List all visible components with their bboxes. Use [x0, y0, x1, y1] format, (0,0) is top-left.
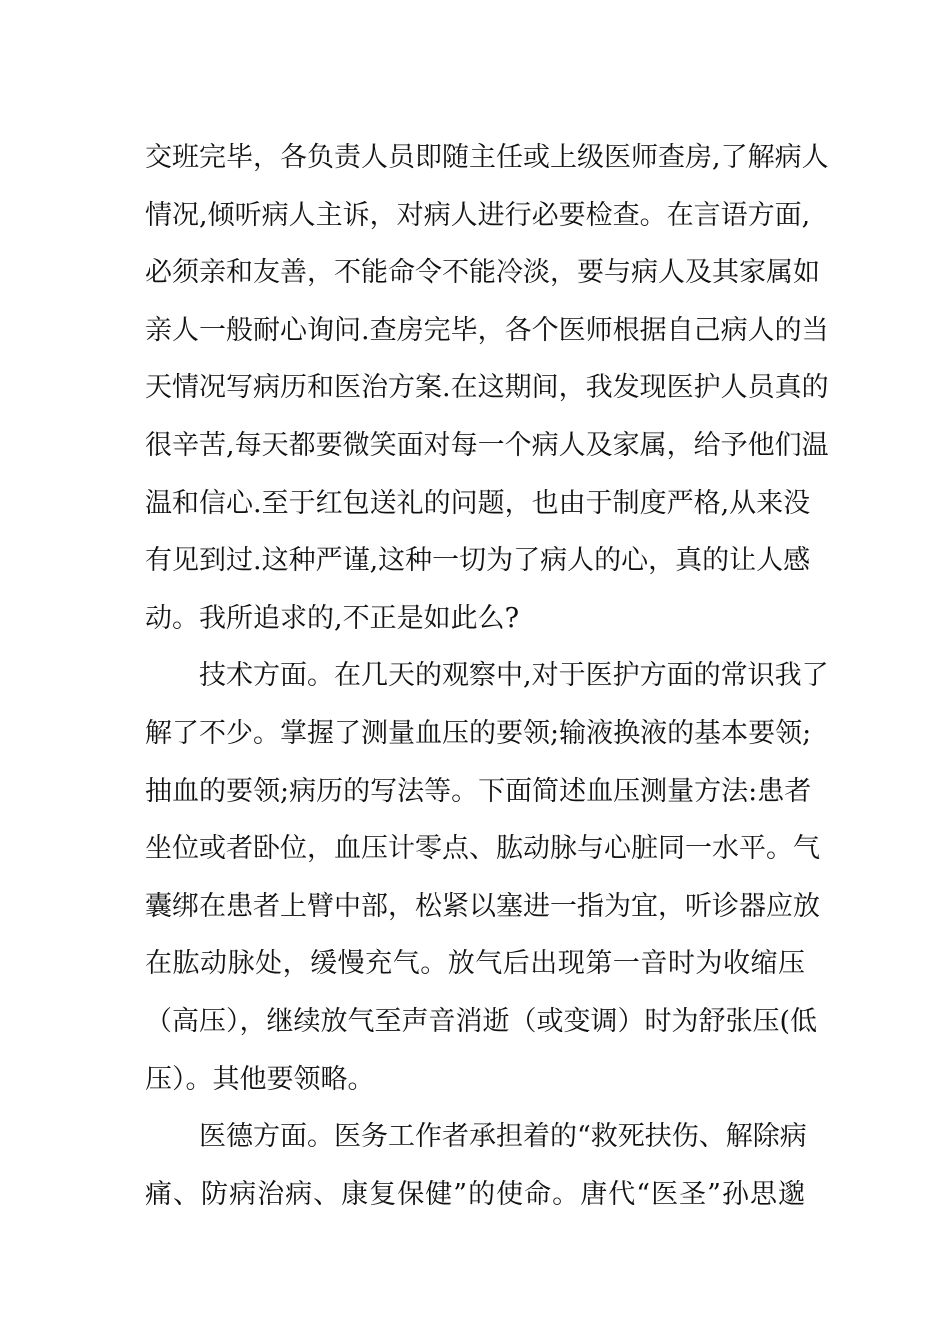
text-line: 必须亲和友善，不能命令不能冷淡，要与病人及其家属如 — [145, 257, 820, 289]
text-line: 在肱动脉处，缓慢充气。放气后出现第一音时为收缩压 — [145, 948, 805, 980]
paragraph-1 — [145, 129, 829, 647]
text-line: 坐位或者卧位，血压计零点、肱动脉与心脏同一水平。气 — [145, 833, 820, 865]
text-line: 动。我所追求的,不正是如此么? — [145, 602, 520, 634]
text-line: 囊绑在患者上臂中部，松紧以塞进一指为宜，听诊器应放 — [145, 890, 820, 922]
text-line: 医德方面。医务工作者承担着的“救死扶伤、解除病 — [199, 1121, 807, 1153]
text-line: 解了不少。掌握了测量血压的要领;输液换液的基本要领; — [145, 717, 812, 749]
text-line: 压）。其他要领略。 — [145, 1063, 375, 1095]
text-line: 痛、防病治病、康复保健”的使命。唐代“医圣”孙思邈 — [145, 1178, 805, 1210]
text-line: 亲人一般耐心询问.查房完毕，各个医师根据自己病人的当 — [145, 314, 829, 346]
text-line: 很辛苦,每天都要微笑面对每一个病人及家属，给予他们温 — [145, 429, 829, 461]
text-line: 情况,倾听病人主诉，对病人进行必要检查。在言语方面, — [145, 199, 811, 231]
text-line: 抽血的要领;病历的写法等。下面简述血压测量方法:患者 — [145, 775, 812, 807]
text-line: （高压），继续放气至声音消逝（或变调）时为舒张压(低 — [145, 1005, 818, 1037]
paragraph-3 — [145, 1108, 805, 1223]
text-line: 技术方面。在几天的观察中,对于医护方面的常识我了 — [199, 660, 829, 692]
body-text — [145, 129, 829, 1223]
text-line: 有见到过.这种严谨,这种一切为了病人的心，真的让人感 — [145, 545, 811, 577]
text-line: 交班完毕，各负责人员即随主任或上级医师查房,了解病人 — [145, 142, 829, 173]
text-line: 温和信心.至于红包送礼的问题，也由于制度严格,从来没 — [145, 487, 811, 519]
paragraph-2 — [145, 647, 829, 1108]
text-line: 天情况写病历和医治方案.在这期间，我发现医护人员真的 — [145, 372, 829, 404]
